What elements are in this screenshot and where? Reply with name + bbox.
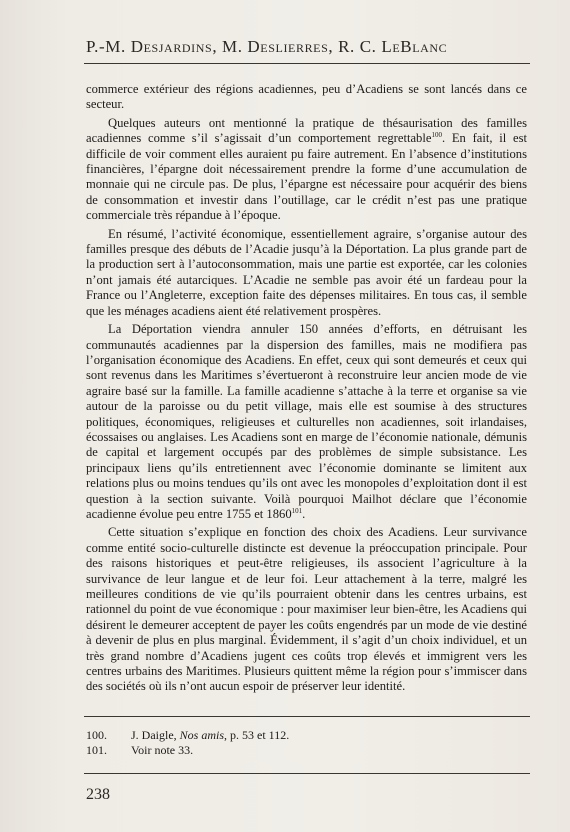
footnote-rule	[84, 716, 530, 717]
paragraph-1: commerce extérieur des régions acadiennes, peu d’Acadiens se sont lancés dans ce secteur.	[86, 82, 527, 112]
paragraph-4	[86, 322, 527, 522]
paragraph-2	[86, 116, 527, 224]
footnote-ref-101[interactable]: 101	[291, 506, 303, 515]
footnote-pages: , p. 53 et 112.	[224, 728, 290, 742]
footnote-text	[131, 728, 289, 743]
footnote-title: Nos amis	[179, 728, 224, 742]
footnote-101	[86, 743, 527, 758]
footnote-ref-100[interactable]: 100	[431, 131, 442, 140]
footnotes	[86, 728, 527, 757]
footnote-text: Voir note 33.	[131, 742, 194, 757]
footnote-author: J. Daigle,	[131, 728, 180, 742]
page-number: 238	[86, 786, 110, 803]
paragraph-3: En résumé, l’activité économique, essentiellement agraire, s’organise autour des familles presque des débuts de l’Acadie jusqu’à la Déportation. La plus grande part de la production sert à l’autoconsommation, mais une partie est exportée, car les colonies n’ont jamais été autarciques. L’Acadie ne semble pas avoir été un fardeau pour la France ou l’Angleterre, exception faite des dépenses militaires. En tous cas, il semble que les ménages acadiens aient été relativement prospères.	[86, 226, 527, 318]
running-header: P.-M. Desjardins, M. Deslierres, R. C. LeBlanc	[86, 37, 448, 56]
header-rule	[84, 63, 530, 64]
paragraph-2-text-a: Quelques auteurs ont mentionné la pratique de thésaurisation des familles acadiennes comme s’il s’agissait d’un comportement regrettable	[86, 115, 527, 146]
paragraph-4-text-b: .	[302, 506, 306, 521]
paragraph-2-text-b: . En fait, il est difficile de voir comment elles auraient pu faire autrement. En l’absence d’institutions financières, l’épargne doit nécessairement prendre la forme d’une accumulation de monnaie qui ne circule pas. De plus, l’épargne est nécessaire pour acquérir des biens de consommation et investir dans l’outillage, car le crédit n’est pas une pratique commerciale très répandue à l’époque.	[86, 131, 527, 223]
footnote-number: 101.	[86, 742, 107, 757]
body-text	[86, 82, 527, 695]
paragraph-4-text-a: La Déportation viendra annuler 150 années d’efforts, en détruisant les communautés acadiennes par la dispersion des familles, mais ne modifiera pas l’organisation économique des Acadiens. En effet, ceux qui sont demeurés et ceux qui sont revenus dans les Maritimes s’évertueront à reconstruire leur ancien mode de vie agraire basé sur la famille. La famille acadienne s’attache à la terre et organise sa vie autour de la paroisse ou du petit village, mais elle est soumise à des structures politiques, économiques, religieuses et culturelles non acadiennes, soit irlandaises, écossaises ou anglaises. Les Acadiens sont en marge de l’économie nationale, démunis de capital et largement occupés par des problèmes de simple subsistance. Les principaux liens qu’ils entretiennent avec l’économie dominante se limitent aux relations plus ou moins tendues qu’ils ont avec les monopoles d’exploitation dont il est question à la section suivante. Voilà pourquoi Mailhot déclare que l’économie acadienne évolue peu entre 1755 et 1860	[86, 322, 527, 521]
bottom-rule	[84, 773, 530, 774]
paragraph-5: Cette situation s’explique en fonction des choix des Acadiens. Leur survivance comme entité socio-culturelle distincte est devenue la préoccupation principale. Pour des raisons historiques et peut-être religieuses, ils associent l’agriculture à la survivance de leur langue et de leur foi. Leur attachement à la terre, malgré les meilleures conditions de vie qu’ils pourraient obtenir dans les centres urbains, est rationnel du point de vue économique : pour maximiser leur bien-être, les Acadiens qui désirent le demeurer acceptent de payer les coûts engendrés par un mode de vie destiné à devenir de plus en plus marginal. Évidemment, il s’agit d’un choix individuel, et un très grand nombre d’Acadiens jugent ces coûts trop élevés et immigrent vers les centres urbains des Maritimes. Plusieurs quittent même la région pour s’immiscer dans des sociétés où ils n’ont aucun espoir de préserver leur identité.	[86, 525, 527, 694]
footnote-100	[86, 728, 527, 743]
footnote-number: 100.	[86, 728, 107, 742]
